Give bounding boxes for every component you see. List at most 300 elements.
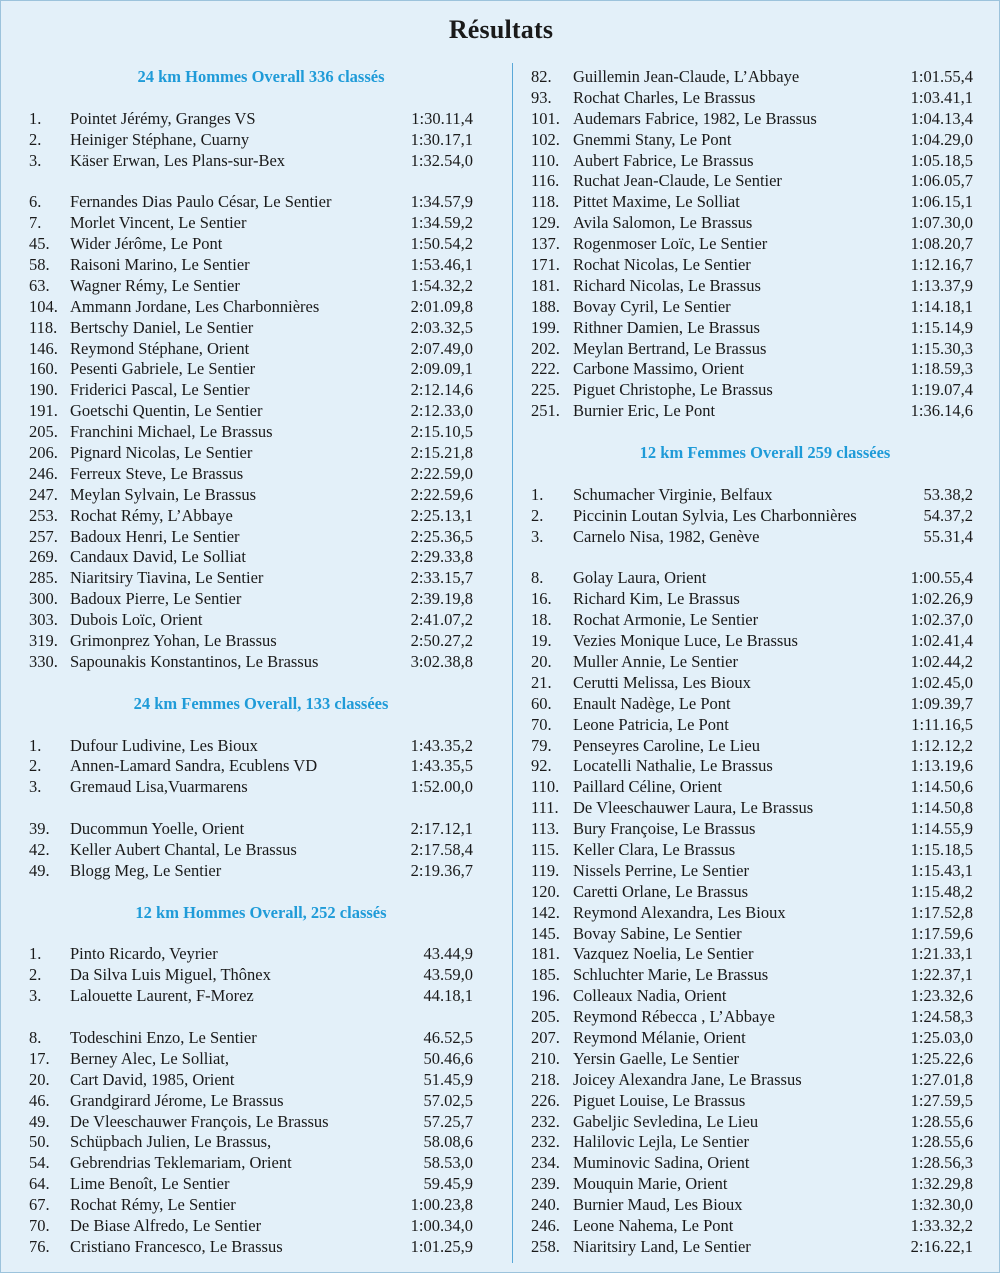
result-row xyxy=(29,736,473,757)
result-name: Morlet Vincent, Le Sentier xyxy=(70,213,247,233)
result-time: 2:22.59,6 xyxy=(410,484,473,504)
column-divider xyxy=(512,63,513,1263)
result-rank: 253. xyxy=(29,505,58,525)
result-row xyxy=(531,276,973,297)
result-row xyxy=(29,610,473,631)
result-row xyxy=(531,965,973,986)
result-rank: 205. xyxy=(531,1007,560,1027)
result-rank: 39. xyxy=(29,819,50,839)
result-time: 2:12.33,0 xyxy=(410,401,473,421)
result-name: Richard Kim, Le Brassus xyxy=(573,589,740,609)
result-name: Dubois Loïc, Orient xyxy=(70,610,203,630)
result-name: Halilovic Lejla, Le Sentier xyxy=(573,1132,749,1152)
result-row xyxy=(531,1091,973,1112)
result-row xyxy=(531,1112,973,1133)
result-rank: 102. xyxy=(531,129,560,149)
result-row xyxy=(531,359,973,380)
result-name: Pittet Maxime, Le Solliat xyxy=(573,192,740,212)
result-row xyxy=(29,443,473,464)
result-rank: 82. xyxy=(531,67,552,86)
result-rank: 17. xyxy=(29,1048,50,1068)
result-name: Rochat Charles, Le Brassus xyxy=(573,87,756,107)
result-name: Heiniger Stéphane, Cuarny xyxy=(70,129,250,149)
result-time: 1:32.29,8 xyxy=(910,1174,973,1194)
result-row xyxy=(29,506,473,527)
result-rank: 118. xyxy=(29,317,58,337)
result-name: Vazquez Noelia, Le Sentier xyxy=(573,944,754,964)
result-time: 58.08,6 xyxy=(423,1132,473,1152)
result-row xyxy=(29,464,473,485)
result-time: 1:50.54,2 xyxy=(410,234,473,254)
result-row xyxy=(531,903,973,924)
result-row xyxy=(29,151,473,172)
result-rank: 7. xyxy=(29,213,42,233)
result-time: 1:21.33,1 xyxy=(910,944,973,964)
result-rank: 129. xyxy=(531,213,560,233)
result-row xyxy=(531,527,973,548)
result-name: Da Silva Luis Miguel, Thônex xyxy=(70,965,271,985)
result-time: 1:34.59,2 xyxy=(410,213,473,233)
result-row xyxy=(531,694,973,715)
result-name: Bovay Sabine, Le Sentier xyxy=(573,923,742,943)
result-time: 2:03.32,5 xyxy=(410,317,473,337)
section-title-24km-hommes: 24 km Hommes Overall 336 classés xyxy=(137,67,385,86)
result-row xyxy=(29,1049,473,1070)
result-rank: 45. xyxy=(29,234,50,254)
result-row xyxy=(531,673,973,694)
result-time: 2:01.09,8 xyxy=(410,296,473,316)
result-rank: 145. xyxy=(531,923,560,943)
result-time: 2:09.09,1 xyxy=(410,359,473,379)
result-name: Meylan Bertrand, Le Brassus xyxy=(573,338,767,358)
result-time: 2:07.49,0 xyxy=(410,338,473,358)
result-row xyxy=(531,1174,973,1195)
result-name: Rogenmoser Loïc, Le Sentier xyxy=(573,234,768,254)
result-time: 1:32.30,0 xyxy=(910,1195,973,1215)
result-rank: 101. xyxy=(531,108,560,128)
result-time: 1:53.46,1 xyxy=(410,255,473,275)
result-rank: 246. xyxy=(29,463,58,483)
result-time: 57.02,5 xyxy=(423,1090,473,1110)
result-time: 1:15.18,5 xyxy=(910,839,973,859)
result-row xyxy=(531,213,973,234)
result-row xyxy=(531,339,973,360)
result-time: 1:14.50,6 xyxy=(910,777,973,797)
result-row xyxy=(29,986,473,1007)
result-rank: 110. xyxy=(531,777,560,797)
result-time: 2:19.36,7 xyxy=(410,860,473,880)
group-gap xyxy=(29,1007,473,1028)
result-rank: 3. xyxy=(29,150,42,170)
result-row xyxy=(29,1237,473,1258)
result-row xyxy=(29,401,473,422)
result-row xyxy=(29,339,473,360)
result-row xyxy=(29,130,473,151)
result-time: 1:02.45,0 xyxy=(910,672,973,692)
result-name: Carnelo Nisa, 1982, Genève xyxy=(573,526,760,546)
result-name: Grimonprez Yohan, Le Brassus xyxy=(70,631,277,651)
result-row xyxy=(29,944,473,965)
result-row xyxy=(29,547,473,568)
result-row xyxy=(531,1237,973,1258)
result-rank: 3. xyxy=(531,526,544,546)
result-row xyxy=(531,109,973,130)
result-row xyxy=(531,67,973,88)
result-time: 1:02.37,0 xyxy=(910,610,973,630)
result-rank: 160. xyxy=(29,359,58,379)
result-row xyxy=(531,1216,973,1237)
result-time: 1:12.12,2 xyxy=(910,735,973,755)
result-rank: 232. xyxy=(531,1111,560,1131)
result-name: Ducommun Yoelle, Orient xyxy=(70,819,245,839)
result-rank: 240. xyxy=(531,1195,560,1215)
result-rank: 207. xyxy=(531,1027,560,1047)
left-column xyxy=(29,67,473,1258)
result-time: 58.53,0 xyxy=(423,1153,473,1173)
result-row xyxy=(29,1195,473,1216)
result-row xyxy=(29,213,473,234)
spacer xyxy=(29,882,473,903)
result-rank: 319. xyxy=(29,631,58,651)
result-rank: 76. xyxy=(29,1236,50,1256)
result-name: Blogg Meg, Le Sentier xyxy=(70,860,222,880)
result-rank: 1. xyxy=(531,484,544,504)
result-rank: 257. xyxy=(29,526,58,546)
result-name: Dufour Ludivine, Les Bioux xyxy=(70,735,258,755)
result-time: 1:02.26,9 xyxy=(910,589,973,609)
result-row xyxy=(531,777,973,798)
result-name: Rochat Rémy, Le Sentier xyxy=(70,1195,236,1215)
result-row xyxy=(29,652,473,673)
result-time: 44.18,1 xyxy=(423,986,473,1006)
result-name: Audemars Fabrice, 1982, Le Brassus xyxy=(573,108,817,128)
result-rank: 49. xyxy=(29,1111,50,1131)
result-time: 2:17.12,1 xyxy=(410,819,473,839)
result-rank: 181. xyxy=(531,944,560,964)
result-time: 1:00.55,4 xyxy=(910,568,973,588)
result-name: Niaritsiry Tiavina, Le Sentier xyxy=(70,568,264,588)
group-gap xyxy=(29,171,473,192)
results-list-12km-femmes xyxy=(531,485,973,1258)
result-name: Berney Alec, Le Solliat, xyxy=(70,1048,229,1068)
result-rank: 19. xyxy=(531,631,552,651)
result-rank: 330. xyxy=(29,651,58,671)
result-rank: 70. xyxy=(29,1215,50,1235)
result-name: Muller Annie, Le Sentier xyxy=(573,651,738,671)
result-time: 2:50.27,2 xyxy=(410,631,473,651)
result-time: 1:25.22,6 xyxy=(910,1048,973,1068)
result-row xyxy=(531,130,973,151)
result-name: Burnier Eric, Le Pont xyxy=(573,401,716,421)
result-name: De Vleeschauwer François, Le Brassus xyxy=(70,1111,329,1131)
result-rank: 8. xyxy=(531,568,544,588)
result-row xyxy=(531,1007,973,1028)
result-time: 57.25,7 xyxy=(423,1111,473,1131)
result-row xyxy=(531,715,973,736)
result-rank: 3. xyxy=(29,986,42,1006)
result-row xyxy=(531,882,973,903)
result-time: 1:09.39,7 xyxy=(910,693,973,713)
result-time: 2:41.07,2 xyxy=(410,610,473,630)
result-name: Leone Patricia, Le Pont xyxy=(573,714,729,734)
result-time: 1:02.41,4 xyxy=(910,631,973,651)
result-time: 2:15.10,5 xyxy=(410,422,473,442)
result-time: 1:06.15,1 xyxy=(910,192,973,212)
result-row xyxy=(531,151,973,172)
result-row xyxy=(29,255,473,276)
result-row xyxy=(531,380,973,401)
result-row xyxy=(29,1091,473,1112)
result-time: 1:25.03,0 xyxy=(910,1027,973,1047)
result-row xyxy=(531,171,973,192)
result-row xyxy=(29,1216,473,1237)
result-rank: 234. xyxy=(531,1153,560,1173)
result-name: Paillard Céline, Orient xyxy=(573,777,722,797)
result-row xyxy=(531,819,973,840)
result-rank: 93. xyxy=(531,87,552,107)
result-row xyxy=(531,1070,973,1091)
result-time: 2:25.36,5 xyxy=(410,526,473,546)
result-time: 1:27.59,5 xyxy=(910,1090,973,1110)
result-name: Grandgirard Jérome, Le Brassus xyxy=(70,1090,284,1110)
result-row xyxy=(29,1112,473,1133)
results-list-24km-hommes xyxy=(29,109,473,673)
result-name: Piguet Christophe, Le Brassus xyxy=(573,380,773,400)
result-row xyxy=(29,819,473,840)
result-name: Todeschini Enzo, Le Sentier xyxy=(70,1027,257,1047)
result-row xyxy=(29,1070,473,1091)
result-time: 1:15.14,9 xyxy=(910,317,973,337)
result-rank: 142. xyxy=(531,902,560,922)
result-rank: 181. xyxy=(531,275,560,295)
result-name: Joicey Alexandra Jane, Le Brassus xyxy=(573,1069,802,1089)
result-time: 43.44,9 xyxy=(423,944,473,964)
result-time: 2:16.22,1 xyxy=(910,1236,973,1256)
result-row xyxy=(531,610,973,631)
result-row xyxy=(531,736,973,757)
result-row xyxy=(531,192,973,213)
result-name: Badoux Henri, Le Sentier xyxy=(70,526,240,546)
result-row xyxy=(531,234,973,255)
result-rank: 258. xyxy=(531,1236,560,1256)
section-title-12km-femmes: 12 km Femmes Overall 259 classées xyxy=(639,443,891,463)
result-name: Yersin Gaelle, Le Sentier xyxy=(573,1048,740,1068)
result-time: 1:15.48,2 xyxy=(910,881,973,901)
result-time: 1:28.55,6 xyxy=(910,1132,973,1152)
result-time: 1:32.54,0 xyxy=(410,150,473,170)
result-time: 2:12.14,6 xyxy=(410,380,473,400)
result-name: Reymond Rébecca , L’Abbaye xyxy=(573,1007,775,1027)
result-name: Golay Laura, Orient xyxy=(573,568,707,588)
group-gap xyxy=(29,798,473,819)
result-row xyxy=(531,1132,973,1153)
result-name: Franchini Michael, Le Brassus xyxy=(70,422,273,442)
result-name: Guillemin Jean-Claude, L’Abbaye xyxy=(573,67,800,86)
result-name: Keller Aubert Chantal, Le Brassus xyxy=(70,839,297,859)
result-name: Ruchat Jean-Claude, Le Sentier xyxy=(573,171,782,191)
section-title-12km-hommes: 12 km Hommes Overall, 252 classés xyxy=(135,902,387,922)
result-time: 1:24.58,3 xyxy=(910,1007,973,1027)
result-name: Annen-Lamard Sandra, Ecublens VD xyxy=(70,756,318,776)
result-row xyxy=(531,88,973,109)
result-rank: 20. xyxy=(531,651,552,671)
result-rank: 67. xyxy=(29,1195,50,1215)
result-name: Reymond Mélanie, Orient xyxy=(573,1027,746,1047)
result-row xyxy=(29,568,473,589)
result-name: Gremaud Lisa,Vuarmarens xyxy=(70,777,248,797)
result-rank: 118. xyxy=(531,192,560,212)
result-rank: 210. xyxy=(531,1048,560,1068)
result-rank: 137. xyxy=(531,234,560,254)
result-row xyxy=(29,1174,473,1195)
result-rank: 60. xyxy=(531,693,552,713)
result-rank: 232. xyxy=(531,1132,560,1152)
result-name: Colleaux Nadia, Orient xyxy=(573,986,727,1006)
result-row xyxy=(531,1195,973,1216)
result-name: Aubert Fabrice, Le Brassus xyxy=(573,150,754,170)
result-time: 59.45,9 xyxy=(423,1174,473,1194)
result-row xyxy=(531,840,973,861)
result-name: Keller Clara, Le Brassus xyxy=(573,839,736,859)
result-rank: 2. xyxy=(29,129,42,149)
result-time: 1:12.16,7 xyxy=(910,255,973,275)
result-name: Burnier Maud, Les Bioux xyxy=(573,1195,743,1215)
result-name: Enault Nadège, Le Pont xyxy=(573,693,731,713)
result-time: 1:17.52,8 xyxy=(910,902,973,922)
result-row xyxy=(29,380,473,401)
result-name: Schüpbach Julien, Le Brassus, xyxy=(70,1132,272,1152)
result-rank: 104. xyxy=(29,296,58,316)
result-row xyxy=(531,756,973,777)
result-name: Mouquin Marie, Orient xyxy=(573,1174,728,1194)
result-name: Candaux David, Le Solliat xyxy=(70,547,246,567)
result-rank: 2. xyxy=(29,756,42,776)
result-row xyxy=(531,568,973,589)
results-list-12km-hommes-continued xyxy=(531,67,973,422)
result-rank: 92. xyxy=(531,756,552,776)
result-time: 1:30.11,4 xyxy=(411,108,473,128)
result-name: Richard Nicolas, Le Brassus xyxy=(573,275,761,295)
result-name: Wagner Rémy, Le Sentier xyxy=(70,275,240,295)
result-name: Gabeljic Sevledina, Le Lieu xyxy=(573,1111,759,1131)
result-time: 1:05.18,5 xyxy=(910,150,973,170)
result-rank: 2. xyxy=(29,965,42,985)
result-row xyxy=(531,944,973,965)
result-row xyxy=(29,297,473,318)
result-row xyxy=(531,631,973,652)
result-rank: 226. xyxy=(531,1090,560,1110)
result-row xyxy=(29,631,473,652)
result-name: Rochat Rémy, L’Abbaye xyxy=(70,505,233,525)
result-time: 1:36.14,6 xyxy=(910,401,973,421)
result-rank: 111. xyxy=(531,798,559,818)
result-name: Rochat Armonie, Le Sentier xyxy=(573,610,759,630)
result-row xyxy=(531,589,973,610)
result-name: Nissels Perrine, Le Sentier xyxy=(573,860,749,880)
result-time: 1:43.35,2 xyxy=(410,735,473,755)
result-row xyxy=(531,1049,973,1070)
group-gap xyxy=(531,547,973,568)
result-row xyxy=(531,652,973,673)
result-row xyxy=(29,840,473,861)
result-time: 1:01.55,4 xyxy=(910,67,973,86)
result-time: 1:28.55,6 xyxy=(910,1111,973,1131)
spacer xyxy=(531,464,973,485)
result-time: 2:39.19,8 xyxy=(410,589,473,609)
result-rank: 110. xyxy=(531,150,560,170)
result-name: Käser Erwan, Les Plans-sur-Bex xyxy=(70,150,286,170)
result-time: 1:02.44,2 xyxy=(910,651,973,671)
result-rank: 246. xyxy=(531,1215,560,1235)
result-rank: 20. xyxy=(29,1069,50,1089)
result-row xyxy=(531,924,973,945)
result-rank: 79. xyxy=(531,735,552,755)
result-time: 2:29.33,8 xyxy=(410,547,473,567)
result-row xyxy=(531,506,973,527)
results-list-12km-hommes xyxy=(29,944,473,1257)
result-name: De Vleeschauwer Laura, Le Brassus xyxy=(573,798,814,818)
result-time: 1:43.35,5 xyxy=(410,756,473,776)
result-time: 1:28.56,3 xyxy=(910,1153,973,1173)
result-time: 2:25.13,1 xyxy=(410,505,473,525)
result-rank: 188. xyxy=(531,296,560,316)
result-rank: 64. xyxy=(29,1174,50,1194)
result-row xyxy=(29,861,473,882)
result-row xyxy=(29,965,473,986)
section-title-24km-femmes: 24 km Femmes Overall, 133 classées xyxy=(133,693,389,713)
result-row xyxy=(531,798,973,819)
result-row xyxy=(531,401,973,422)
result-rank: 251. xyxy=(531,401,560,421)
result-rank: 8. xyxy=(29,1027,42,1047)
result-name: Ammann Jordane, Les Charbonnières xyxy=(70,296,320,316)
result-time: 1:03.41,1 xyxy=(910,87,973,107)
result-row xyxy=(531,861,973,882)
result-name: Leone Nahema, Le Pont xyxy=(573,1215,734,1235)
result-rank: 1. xyxy=(29,735,42,755)
result-time: 2:22.59,0 xyxy=(410,463,473,483)
result-name: Piguet Louise, Le Brassus xyxy=(573,1090,746,1110)
result-name: Pignard Nicolas, Le Sentier xyxy=(70,443,253,463)
result-time: 1:15.30,3 xyxy=(910,338,973,358)
result-rank: 285. xyxy=(29,568,58,588)
result-rank: 63. xyxy=(29,275,50,295)
result-rank: 206. xyxy=(29,443,58,463)
result-row xyxy=(29,1028,473,1049)
result-row xyxy=(29,318,473,339)
result-rank: 2. xyxy=(531,505,544,525)
result-time: 1:15.43,1 xyxy=(910,860,973,880)
result-name: Lime Benoît, Le Sentier xyxy=(70,1174,230,1194)
result-row xyxy=(29,422,473,443)
result-rank: 225. xyxy=(531,380,560,400)
result-rank: 303. xyxy=(29,610,58,630)
result-time: 2:33.15,7 xyxy=(410,568,473,588)
result-name: Penseyres Caroline, Le Lieu xyxy=(573,735,760,755)
result-rank: 218. xyxy=(531,1069,560,1089)
result-name: Ferreux Steve, Le Brassus xyxy=(70,463,244,483)
result-row xyxy=(29,1153,473,1174)
result-rank: 16. xyxy=(531,589,552,609)
result-row xyxy=(29,777,473,798)
result-time: 1:14.55,9 xyxy=(910,819,973,839)
result-rank: 54. xyxy=(29,1153,50,1173)
result-name: Cart David, 1985, Orient xyxy=(70,1069,235,1089)
result-time: 1:04.29,0 xyxy=(910,129,973,149)
result-rank: 239. xyxy=(531,1174,560,1194)
result-rank: 300. xyxy=(29,589,58,609)
result-time: 43.59,0 xyxy=(423,965,473,985)
